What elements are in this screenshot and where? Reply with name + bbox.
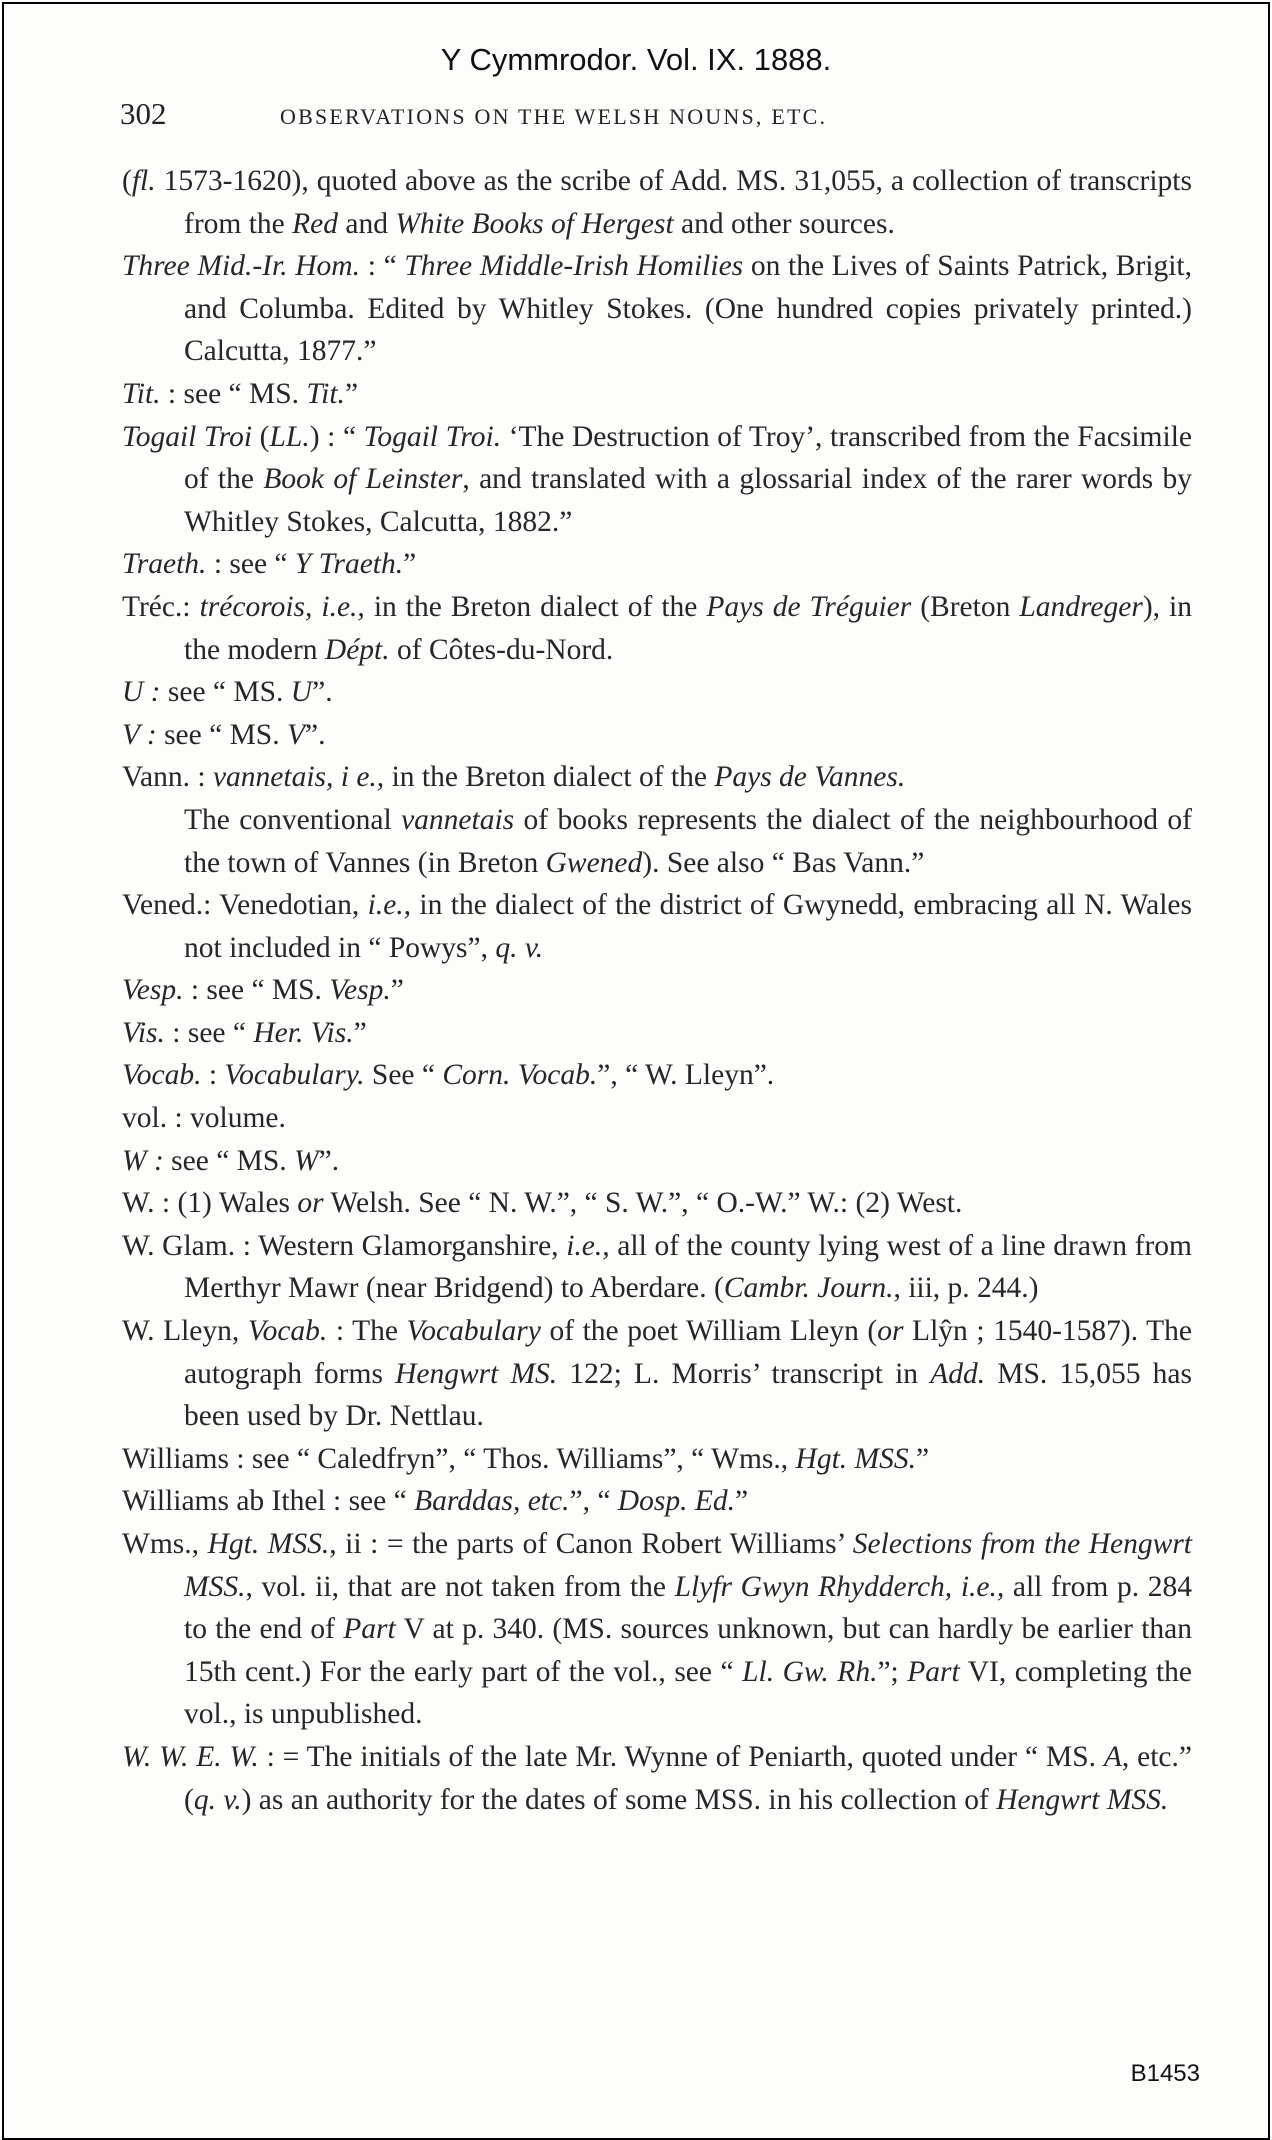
entry-u: U : see “ MS. U”. — [122, 676, 333, 709]
document-page — [2, 2, 1270, 2140]
entry-w-w-e-w: W. W. E. W. : = The initials of the late Mr. Wynne of Peniarth, quoted under “ MS. A, etc.” (q. v.) as an authority for the dates of some MSS. in his collection of Hengwrt MSS. — [122, 1740, 1192, 1816]
entry-vol: vol. : volume. — [122, 1102, 286, 1135]
entry-w-glam: W. Glam. : Western Glamorganshire, i.e., all of the county lying west of a line drawn from Merthyr Mawr (near Bridgend) to Aberdare. (Cambr. Journ., iii, p. 244.) — [122, 1229, 1192, 1305]
entry-vann-note: The conventional vannetais of books represents the dialect of the neighbourhood of the town of Vannes (in Breton Gwened). See also “ Bas Vann.” — [184, 803, 1192, 879]
entry-w-ms: W : see “ MS. W”. — [122, 1144, 340, 1177]
entry-traeth: Traeth. : see “ Y Traeth.” — [122, 548, 417, 581]
entry-trec: Tréc.: trécorois, i.e., in the Breton dialect of the Pays de Tréguier (Breton Landreger), in the modern Dépt. of Côtes-du-Nord. — [122, 590, 1192, 666]
page-number: 302 — [120, 96, 167, 131]
image-id-label: B1453 — [1130, 2060, 1200, 2087]
running-title: OBSERVATIONS ON THE WELSH NOUNS, ETC. — [280, 104, 828, 129]
entry-vocab: Vocab. : Vocabulary. See “ Corn. Vocab.”, “ W. Lleyn”. — [122, 1059, 775, 1092]
entry-v: V : see “ MS. V”. — [122, 718, 326, 751]
entry-williams-ab-ithel: Williams ab Ithel : see “ Barddas, etc.”, “ Dosp. Ed.” — [122, 1485, 749, 1518]
entry-three-mid-ir-hom: Three Mid.-Ir. Hom. : “ Three Middle-Irish Homilies on the Lives of Saints Patrick, Brigit, and Columba. Edited by Whitley Stokes. (One hundred copies privately printed.) Calcutta, 1877.” — [122, 250, 1192, 368]
citation-header: Y Cymmrodor. Vol. IX. 1888. — [440, 42, 832, 77]
entry-wms-hgt-mss: Wms., Hgt. MSS., ii : = the parts of Canon Robert Williams’ Selections from the Hengwrt MSS., vol. ii, that are not taken from the Llyfr Gwyn Rhydderch, i.e., all from p. 284 to the end of Part V at p. 340. (MS. sources unknown, but can hardly be earlier than 15th cent.) For the early part of the vol., see “ Ll. Gw. Rh.”; Part VI, completing the vol., is unpublished. — [122, 1528, 1193, 1731]
entry-w: W. : (1) Wales or Welsh. See “ N. W.”, “ S. W.”, “ O.-W.” W.: (2) West. — [122, 1187, 963, 1220]
entry-williams: Williams : see “ Caledfryn”, “ Thos. Williams”, “ Wms., Hgt. MSS.” — [122, 1442, 930, 1475]
entry-vis: Vis. : see “ Her. Vis.” — [122, 1016, 367, 1049]
glossary-body — [122, 160, 1192, 1821]
running-head — [120, 96, 1160, 136]
entry-continuation: (fl. 1573-1620), quoted above as the scribe of Add. MS. 31,055, a collection of transcripts from the Red and White Books of Hergest and other sources. — [122, 165, 1192, 240]
entry-vesp: Vesp. : see “ MS. Vesp.” — [122, 974, 404, 1007]
entry-togail-troi: Togail Troi (LL.) : “ Togail Troi. ‘The Destruction of Troy’, transcribed from the Facsimile of the Book of Leinster, and translated with a glossarial index of the rarer words by Whitley Stokes, Calcutta, 1882.” — [122, 420, 1192, 538]
entry-w-lleyn: W. Lleyn, Vocab. : The Vocabulary of the poet William Lleyn (or Llŷn ; 1540-1587). The autograph forms Hengwrt MS. 122; L. Morris’ transcript in Add. MS. 15,055 has been used by Dr. Nettlau. — [122, 1315, 1193, 1433]
entry-vened: Vened.: Venedotian, i.e., in the dialect of the district of Gwynedd, embracing all N. Wales not included in “ Powys”, q. v. — [122, 889, 1192, 964]
entry-vann: Vann. : vannetais, i e., in the Breton dialect of the Pays de Vannes. — [122, 761, 906, 794]
entry-tit: Tit. : see “ MS. Tit.” — [122, 377, 359, 410]
